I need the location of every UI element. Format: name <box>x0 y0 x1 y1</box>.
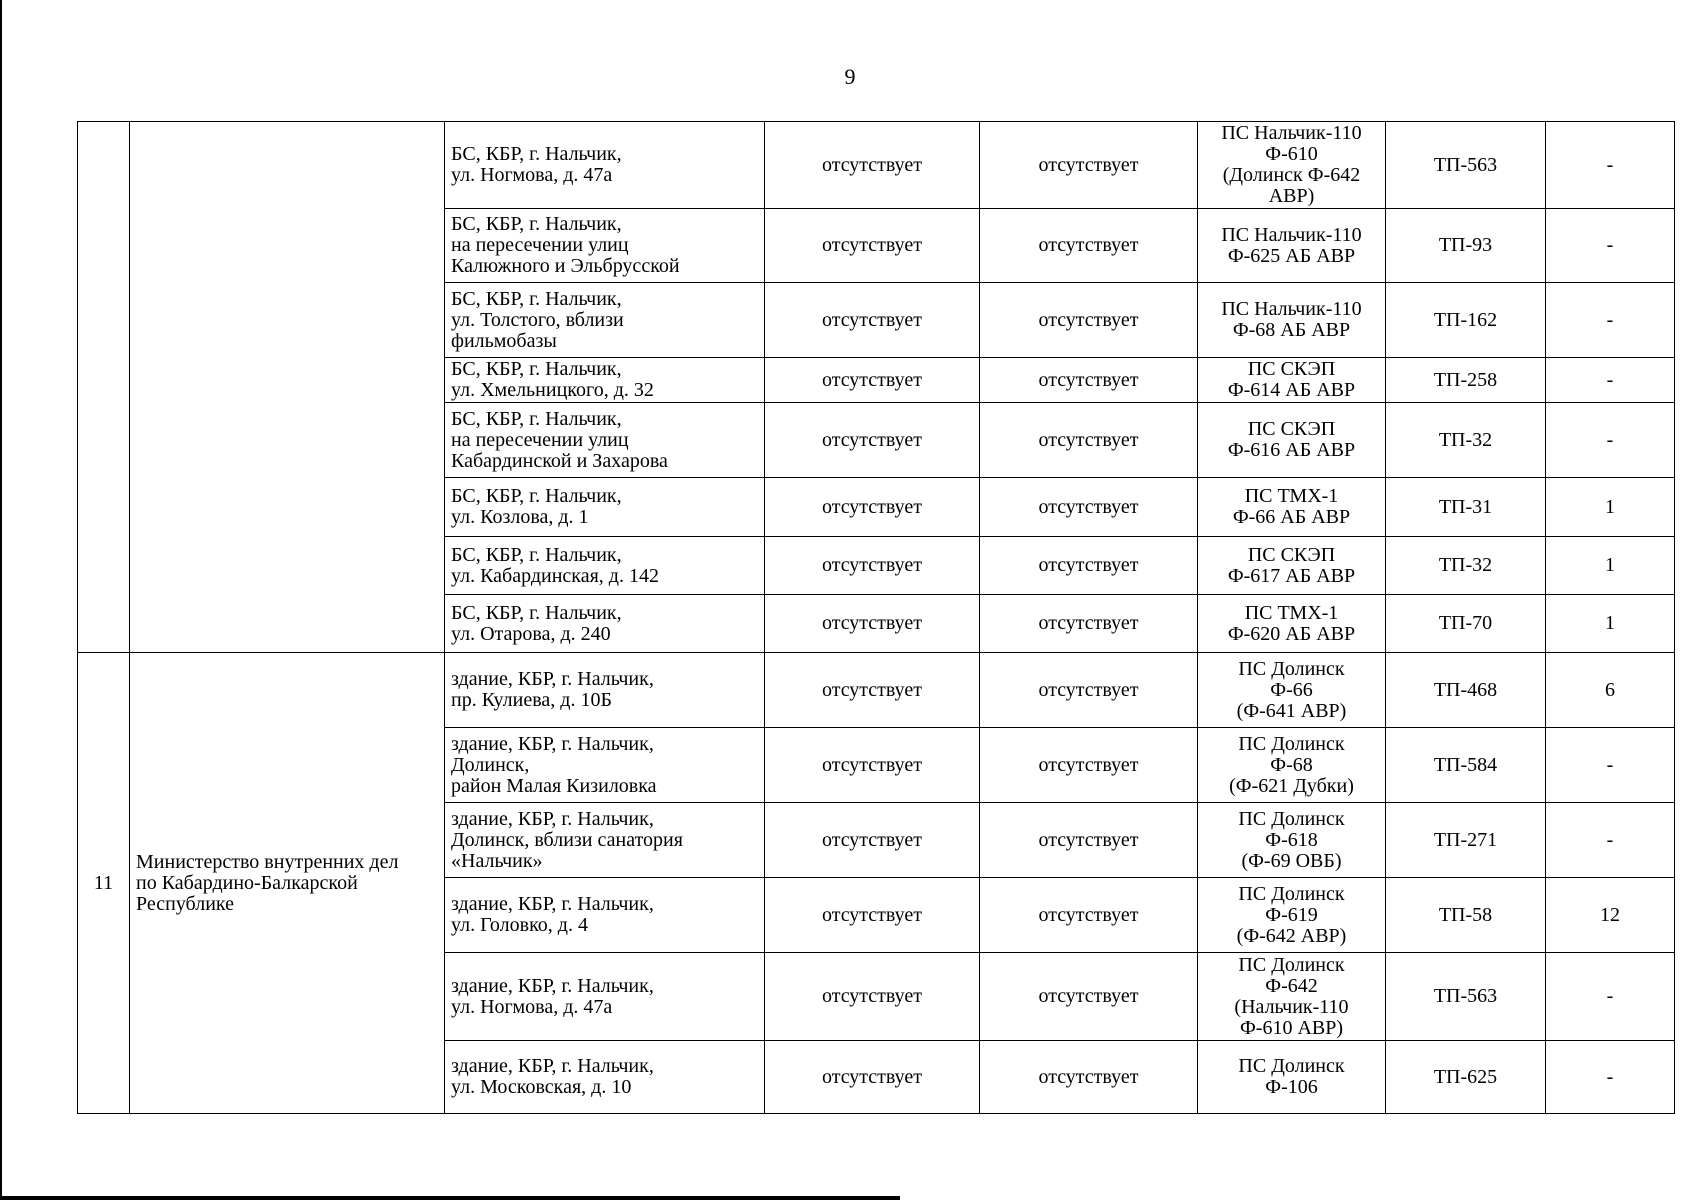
column4-cell: отсутствует <box>765 878 980 953</box>
column4-cell: отсутствует <box>765 478 980 537</box>
count-cell: - <box>1546 122 1675 209</box>
address-cell: БС, КБР, г. Нальчик, ул. Отарова, д. 240 <box>445 595 765 653</box>
column4-cell: отсутствует <box>765 283 980 358</box>
count-cell: 1 <box>1546 537 1675 595</box>
page-number: 9 <box>844 64 856 89</box>
column5-cell: отсутствует <box>980 209 1198 283</box>
count-cell: - <box>1546 209 1675 283</box>
count-cell: - <box>1546 1041 1675 1114</box>
tp-cell: ТП-162 <box>1386 283 1546 358</box>
column5-cell: отсутствует <box>980 728 1198 803</box>
tp-cell: ТП-93 <box>1386 209 1546 283</box>
power-source-cell: ПС Нальчик-110 Ф-68 АБ АВР <box>1198 283 1386 358</box>
address-cell: БС, КБР, г. Нальчик, ул. Ногмова, д. 47а <box>445 122 765 209</box>
address-cell: БС, КБР, г. Нальчик, ул. Хмельницкого, д. 32 <box>445 358 765 403</box>
power-source-cell: ПС СКЭП Ф-614 АБ АВР <box>1198 358 1386 403</box>
column4-cell: отсутствует <box>765 803 980 878</box>
count-cell: - <box>1546 803 1675 878</box>
table-row <box>78 122 1675 209</box>
column5-cell: отсутствует <box>980 653 1198 728</box>
column4-cell: отсутствует <box>765 653 980 728</box>
count-cell: 1 <box>1546 595 1675 653</box>
address-cell: БС, КБР, г. Нальчик, ул. Козлова, д. 1 <box>445 478 765 537</box>
address-cell: БС, КБР, г. Нальчик, на пересечении улиц Кабардинской и Захарова <box>445 403 765 478</box>
data-table <box>77 121 1675 1114</box>
index-cell-empty <box>78 122 130 653</box>
power-source-cell: ПС Долинск Ф-66 (Ф-641 АВР) <box>1198 653 1386 728</box>
column4-cell: отсутствует <box>765 728 980 803</box>
address-cell: БС, КБР, г. Нальчик, на пересечении улиц Калюжного и Эльбрусской <box>445 209 765 283</box>
column4-cell: отсутствует <box>765 1041 980 1114</box>
column5-cell: отсутствует <box>980 1041 1198 1114</box>
address-cell: здание, КБР, г. Нальчик, Долинск, район Малая Кизиловка <box>445 728 765 803</box>
column5-cell: отсутствует <box>980 358 1198 403</box>
tp-cell: ТП-625 <box>1386 1041 1546 1114</box>
address-cell: здание, КБР, г. Нальчик, Долинск, вблизи санатория «Нальчик» <box>445 803 765 878</box>
column4-cell: отсутствует <box>765 537 980 595</box>
count-cell: 12 <box>1546 878 1675 953</box>
count-cell: - <box>1546 283 1675 358</box>
table-row <box>78 653 1675 728</box>
power-source-cell: ПС СКЭП Ф-616 АБ АВР <box>1198 403 1386 478</box>
column4-cell: отсутствует <box>765 358 980 403</box>
address-cell: здание, КБР, г. Нальчик, пр. Кулиева, д. 10Б <box>445 653 765 728</box>
power-source-cell: ПС Долинск Ф-106 <box>1198 1041 1386 1114</box>
power-source-cell: ПС Долинск Ф-619 (Ф-642 АВР) <box>1198 878 1386 953</box>
address-cell: здание, КБР, г. Нальчик, ул. Ногмова, д. 47а <box>445 953 765 1041</box>
power-source-cell: ПС Нальчик-110 Ф-610 (Долинск Ф-642 АВР) <box>1198 122 1386 209</box>
tp-cell: ТП-58 <box>1386 878 1546 953</box>
tp-cell: ТП-70 <box>1386 595 1546 653</box>
power-source-cell: ПС Долинск Ф-618 (Ф-69 ОВБ) <box>1198 803 1386 878</box>
tp-cell: ТП-31 <box>1386 478 1546 537</box>
count-cell: - <box>1546 403 1675 478</box>
count-cell: - <box>1546 358 1675 403</box>
column5-cell: отсутствует <box>980 478 1198 537</box>
tp-cell: ТП-468 <box>1386 653 1546 728</box>
column5-cell: отсутствует <box>980 595 1198 653</box>
tp-cell: ТП-271 <box>1386 803 1546 878</box>
organization-cell: Министерство внутренних дел по Кабардино-Балкарской Республике <box>130 653 445 1114</box>
power-source-cell: ПС Долинск Ф-642 (Нальчик-110 Ф-610 АВР) <box>1198 953 1386 1041</box>
count-cell: 6 <box>1546 653 1675 728</box>
column5-cell: отсутствует <box>980 537 1198 595</box>
organization-cell-empty <box>130 122 445 653</box>
column4-cell: отсутствует <box>765 595 980 653</box>
power-source-cell: ПС СКЭП Ф-617 АБ АВР <box>1198 537 1386 595</box>
column5-cell: отсутствует <box>980 803 1198 878</box>
column5-cell: отсутствует <box>980 122 1198 209</box>
count-cell: - <box>1546 728 1675 803</box>
column4-cell: отсутствует <box>765 403 980 478</box>
row-index-cell: 11 <box>78 653 130 1114</box>
column4-cell: отсутствует <box>765 122 980 209</box>
address-cell: БС, КБР, г. Нальчик, ул. Толстого, вблизи фильмобазы <box>445 283 765 358</box>
tp-cell: ТП-32 <box>1386 537 1546 595</box>
column5-cell: отсутствует <box>980 878 1198 953</box>
tp-cell: ТП-32 <box>1386 403 1546 478</box>
tp-cell: ТП-584 <box>1386 728 1546 803</box>
column5-cell: отсутствует <box>980 953 1198 1041</box>
column5-cell: отсутствует <box>980 403 1198 478</box>
power-source-cell: ПС Долинск Ф-68 (Ф-621 Дубки) <box>1198 728 1386 803</box>
tp-cell: ТП-258 <box>1386 358 1546 403</box>
column4-cell: отсутствует <box>765 209 980 283</box>
address-cell: БС, КБР, г. Нальчик, ул. Кабардинская, д. 142 <box>445 537 765 595</box>
address-cell: здание, КБР, г. Нальчик, ул. Московская, д. 10 <box>445 1041 765 1114</box>
count-cell: - <box>1546 953 1675 1041</box>
scan-edge-left <box>0 0 2 1200</box>
tp-cell: ТП-563 <box>1386 953 1546 1041</box>
tp-cell: ТП-563 <box>1386 122 1546 209</box>
column4-cell: отсутствует <box>765 953 980 1041</box>
power-source-cell: ПС ТМХ-1 Ф-66 АБ АВР <box>1198 478 1386 537</box>
power-source-cell: ПС ТМХ-1 Ф-620 АБ АВР <box>1198 595 1386 653</box>
count-cell: 1 <box>1546 478 1675 537</box>
column5-cell: отсутствует <box>980 283 1198 358</box>
power-source-cell: ПС Нальчик-110 Ф-625 АБ АВР <box>1198 209 1386 283</box>
address-cell: здание, КБР, г. Нальчик, ул. Головко, д. 4 <box>445 878 765 953</box>
scan-edge-bottom <box>0 1196 900 1200</box>
